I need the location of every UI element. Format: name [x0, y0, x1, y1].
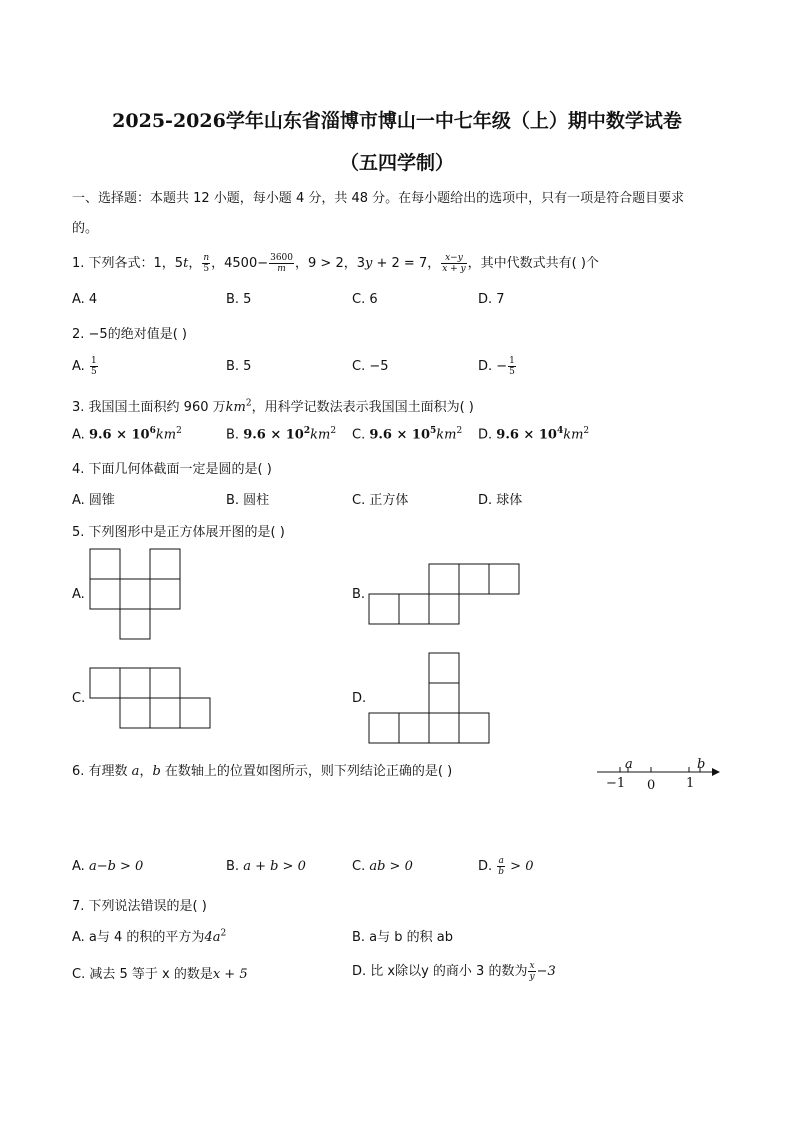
axis-label-minus-one: −1 — [606, 776, 626, 791]
q4-option-d[interactable]: D. 球体 — [478, 493, 523, 508]
q1-var-t: t — [183, 256, 189, 271]
q7-option-d[interactable]: D. 比 x除以y 的商小 3 的数为 $\frac{x}{y}$ −3 — [352, 961, 556, 982]
q7-option-b[interactable]: B. a与 b 的积 ab — [352, 930, 454, 945]
page-title: 2025-2026学年山东省淄博市博山一中七年级（上）期中数学试卷 — [112, 110, 682, 132]
q1-suffix: ，其中代数式共有( )个 — [467, 256, 599, 271]
q3-option-c[interactable]: C. $9.6 \times 10^5km^2$ — [352, 426, 463, 443]
q1-frac-xy: $\frac{x-y}{x + y}$ — [442, 253, 466, 274]
q1-frac-n-5: $\frac{n}{5}$ — [203, 253, 210, 274]
q6-option-b[interactable]: B. a + b > 0 — [226, 859, 306, 874]
q6-option-c[interactable]: C. ab > 0 — [352, 859, 413, 874]
q7-option-a[interactable]: A. a与 4 的积的平方为$4a^2$ — [72, 928, 227, 945]
q4-option-b[interactable]: B. 圆柱 — [226, 493, 270, 508]
page-subtitle: （五四学制） — [339, 152, 454, 174]
section-instructions-line2: 的。 — [72, 221, 99, 236]
question-5-stem: 5. 下列图形中是正方体展开图的是( ) — [72, 525, 285, 540]
q1-var-y: y — [365, 256, 373, 271]
q3-option-b[interactable]: B. $9.6 \times 10^2km^2$ — [226, 426, 337, 443]
q1-option-d[interactable]: D. 7 — [478, 292, 505, 307]
axis-label-one: 1 — [686, 776, 695, 791]
q3-option-d[interactable]: D. $9.6 \times 10^4km^2$ — [478, 426, 590, 443]
q6-option-d[interactable]: D. $\frac{a}{b}$ > 0 — [478, 856, 534, 877]
q5-net-c[interactable] — [90, 668, 210, 728]
arrow-icon — [712, 768, 720, 776]
axis-point-a: a — [625, 757, 633, 772]
q2-option-c[interactable]: C. −5 — [352, 359, 389, 374]
q2-option-b[interactable]: B. 5 — [226, 359, 252, 374]
q5-net-b[interactable] — [369, 564, 519, 624]
q5-option-a-label[interactable]: A. — [72, 587, 85, 602]
q1-text-part: 1. 下列各式：1，5 — [72, 256, 184, 271]
q4-option-a[interactable]: A. 圆锥 — [72, 493, 115, 508]
number-line — [597, 757, 720, 793]
question-4-stem: 4. 下面几何体截面一定是圆的是( ) — [72, 462, 272, 477]
axis-label-zero: 0 — [647, 778, 656, 793]
q1-option-c[interactable]: C. 6 — [352, 292, 378, 307]
q5-option-c-label[interactable]: C. — [72, 691, 86, 706]
q5-net-d[interactable] — [369, 653, 489, 743]
q2-option-d[interactable]: D. − $\frac{1}{5}$ — [478, 356, 515, 377]
q3-option-a[interactable]: A. $9.6 \times 10^6km^2$ — [72, 426, 182, 443]
q1-sep: ， — [188, 256, 202, 271]
question-2-stem: 2. −5的绝对值是( ) — [72, 327, 187, 342]
q1-option-b[interactable]: B. 5 — [226, 292, 252, 307]
q1-frac-3600-m: $\frac{3600}{m}$ — [270, 253, 294, 274]
q5-option-b-label[interactable]: B. — [352, 587, 366, 602]
q1-text-part2: ，4500− — [211, 256, 269, 271]
q5-option-d-label[interactable]: D. — [352, 691, 367, 706]
question-6-stem: 6. 有理数 a，b 在数轴上的位置如图所示，则下列结论正确的是( ) — [72, 764, 453, 779]
q1-option-a[interactable]: A. 4 — [72, 292, 98, 307]
q7-option-c[interactable]: C. 减去 5 等于 x 的数是x + 5 — [72, 967, 248, 982]
section-instructions-line1: 一、选择题：本题共 12 小题，每小题 4 分，共 48 分。在每小题给出的选项中，只有一项是符合题目要求 — [72, 191, 685, 206]
q5-net-a[interactable] — [90, 549, 180, 639]
q6-option-a[interactable]: A. a−b > 0 — [72, 859, 144, 874]
q1-text-part4: + 2 = 7， — [372, 256, 441, 271]
question-3-stem: 3. 我国国土面积约 960 万$km^2$，用科学记数法表示我国国土面积为( ) — [72, 398, 474, 415]
axis-point-b: b — [697, 757, 706, 772]
question-7-stem: 7. 下列说法错误的是( ) — [72, 899, 207, 914]
q1-text-part3: ，9 > 2，3 — [295, 256, 365, 271]
q4-option-c[interactable]: C. 正方体 — [352, 493, 409, 508]
q2-option-a[interactable]: A. $\frac{1}{5}$ — [72, 356, 97, 377]
